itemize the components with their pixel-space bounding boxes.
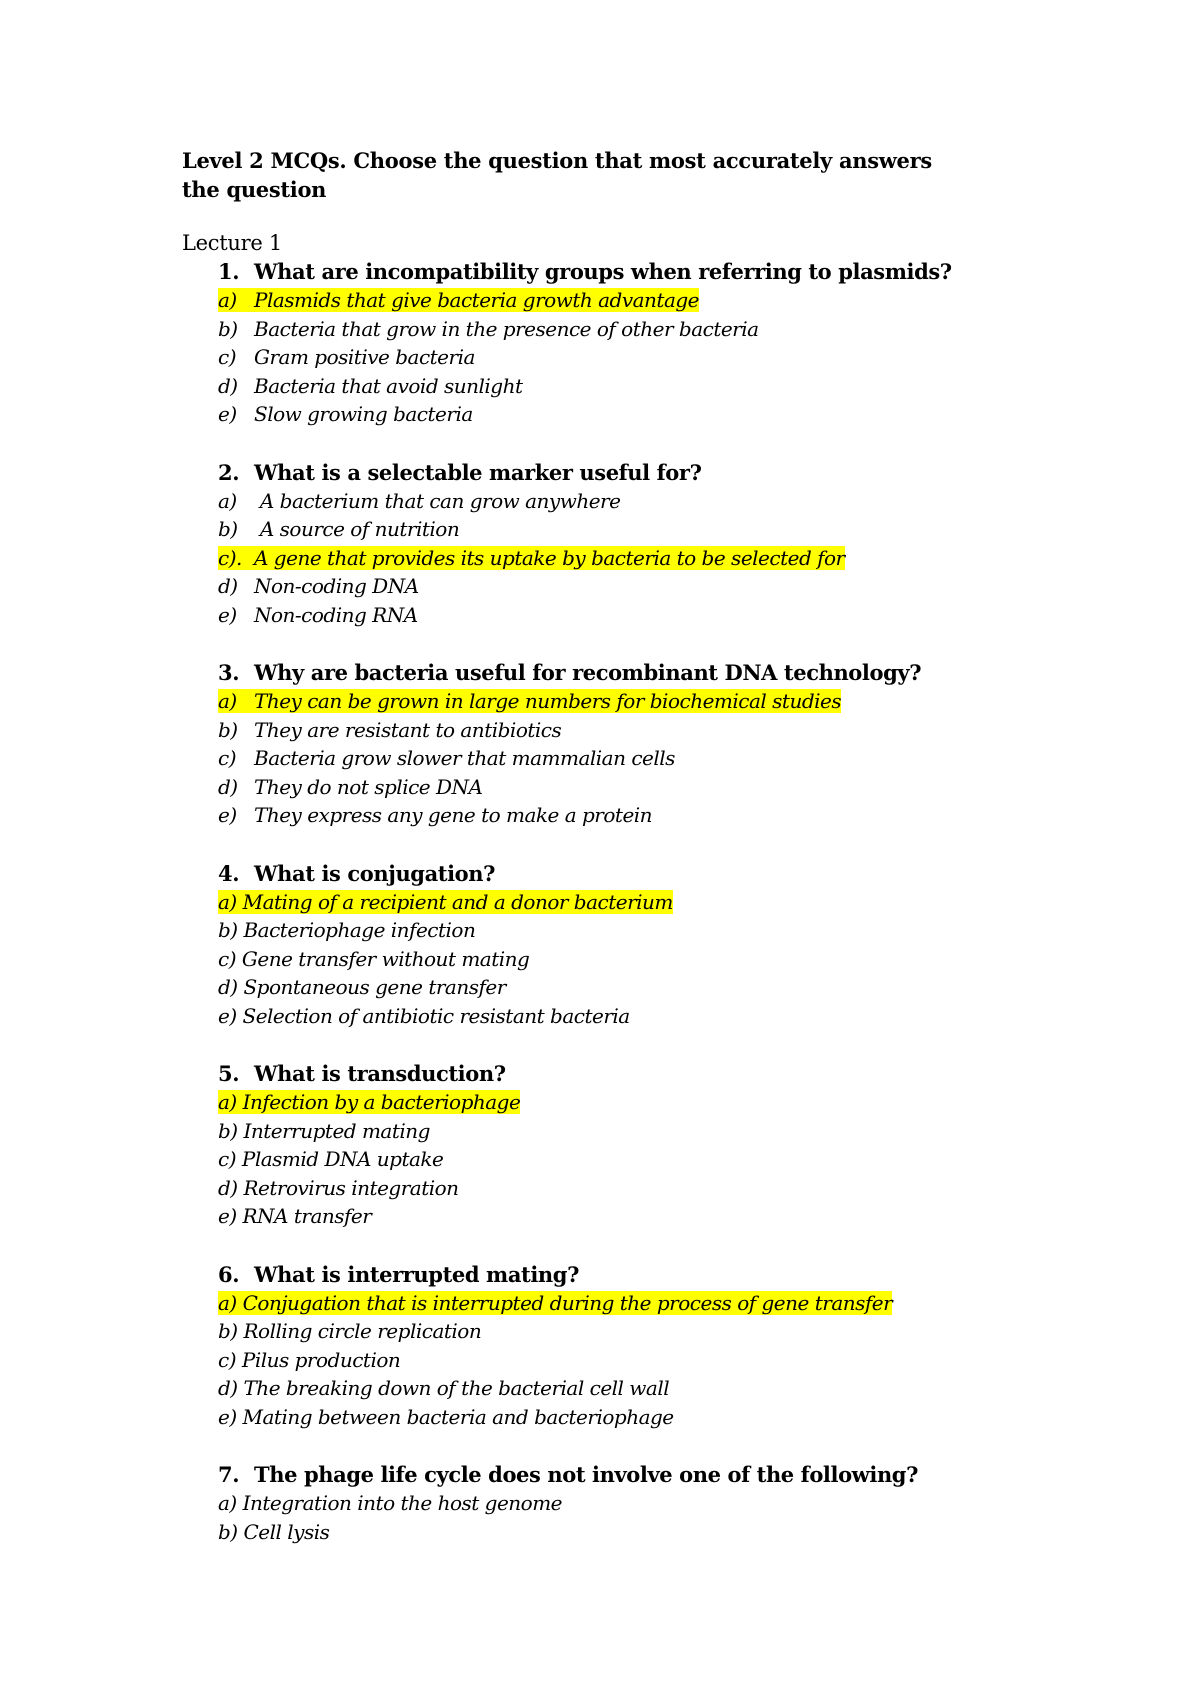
answer-option-content bbox=[218, 746, 675, 770]
answer-option bbox=[218, 1317, 1002, 1346]
answer-option bbox=[218, 1002, 1002, 1031]
question-6 bbox=[182, 1260, 1002, 1432]
option-letter: b) bbox=[218, 1118, 238, 1143]
answer-option bbox=[218, 1145, 1002, 1174]
question-heading bbox=[182, 1460, 1002, 1489]
option-letter: d) bbox=[218, 1175, 238, 1200]
option-text: The breaking down of the bacterial cell wall bbox=[243, 1376, 670, 1400]
option-letter: e) bbox=[218, 602, 237, 627]
option-letter: d) bbox=[218, 373, 238, 398]
answer-option bbox=[218, 1518, 1002, 1547]
question-heading bbox=[182, 658, 1002, 687]
option-letter: a) bbox=[218, 488, 237, 513]
question-number: 5. bbox=[218, 1061, 240, 1086]
option-text: Selection of antibiotic resistant bacteria bbox=[242, 1003, 630, 1028]
option-letter: d) bbox=[218, 975, 238, 999]
option-text: Non-coding DNA bbox=[254, 574, 419, 598]
question-number: 6. bbox=[218, 1261, 240, 1287]
option-text: Gram positive bacteria bbox=[254, 345, 475, 369]
option-letter: c) bbox=[218, 946, 237, 971]
answer-option-content bbox=[218, 317, 759, 341]
option-letter: a) bbox=[218, 288, 237, 312]
option-text: A bacterium that can grow anywhere bbox=[254, 488, 621, 513]
option-letter: e) bbox=[218, 402, 237, 426]
question-text: What is transduction? bbox=[254, 1061, 506, 1086]
question-number: 2. bbox=[218, 459, 240, 485]
question-heading bbox=[182, 458, 1002, 487]
option-letter: b) bbox=[218, 1519, 238, 1544]
question-1 bbox=[182, 257, 1002, 429]
option-letter: b) bbox=[218, 316, 238, 341]
answer-option-highlighted bbox=[218, 1289, 1002, 1318]
option-text: They are resistant to antibiotics bbox=[254, 717, 562, 742]
option-text: Mating between bacteria and bacteriophage bbox=[242, 1404, 674, 1429]
answer-option bbox=[218, 945, 1002, 974]
answer-option-highlighted bbox=[218, 1088, 1002, 1117]
option-text: Gene transfer without mating bbox=[241, 946, 530, 971]
question-heading bbox=[182, 1260, 1002, 1289]
answer-option bbox=[218, 1202, 1002, 1231]
option-letter: b) bbox=[218, 717, 238, 742]
option-letter: b) bbox=[218, 517, 238, 541]
answer-option bbox=[218, 1489, 1002, 1518]
answer-option-content bbox=[218, 1119, 430, 1143]
answer-option-content bbox=[218, 1176, 459, 1200]
answer-option-content bbox=[218, 546, 845, 570]
question-heading bbox=[182, 1059, 1002, 1088]
answer-option-content bbox=[218, 1090, 520, 1114]
option-letter: a) bbox=[218, 889, 237, 914]
answer-option-content bbox=[218, 975, 506, 999]
document-content bbox=[182, 146, 1002, 1546]
option-text: A source of nutrition bbox=[254, 517, 460, 541]
question-text: What is interrupted mating? bbox=[254, 1261, 579, 1287]
option-text: Retrovirus integration bbox=[243, 1175, 459, 1200]
option-letter: a) bbox=[218, 1491, 237, 1515]
answer-option bbox=[218, 572, 1002, 601]
option-letter: c) bbox=[218, 1347, 237, 1372]
answer-option-content bbox=[218, 775, 482, 799]
option-text: Conjugation that is interrupted during the process of gene transfer bbox=[242, 1290, 893, 1315]
option-letter: e) bbox=[218, 1404, 237, 1429]
option-text: Mating of a recipient and a donor bacterium bbox=[242, 889, 673, 914]
answer-option bbox=[218, 400, 1002, 429]
answer-option-content bbox=[218, 345, 475, 369]
answer-option-highlighted bbox=[218, 687, 1002, 716]
answer-option-content bbox=[218, 1204, 371, 1228]
option-letter: a) bbox=[218, 1290, 237, 1315]
option-text: Interrupted mating bbox=[243, 1118, 430, 1143]
answer-option bbox=[218, 601, 1002, 630]
document-title: Level 2 MCQs. Choose the question that most accurately answers the question bbox=[182, 148, 932, 202]
option-letter: c) bbox=[218, 345, 237, 369]
answer-option-highlighted bbox=[218, 888, 1002, 917]
option-text: Plasmid DNA uptake bbox=[241, 1147, 444, 1171]
answer-option-highlighted bbox=[218, 286, 1002, 315]
answer-option bbox=[218, 801, 1002, 830]
option-text: Non-coding RNA bbox=[254, 602, 418, 627]
answer-option-content bbox=[218, 402, 473, 426]
option-text: Pilus production bbox=[241, 1347, 401, 1372]
option-letter: a) bbox=[218, 689, 237, 713]
option-text: They can be grown in large numbers for biochemical studies bbox=[254, 689, 842, 713]
option-text: RNA transfer bbox=[242, 1204, 372, 1228]
option-text: Bacteria that avoid sunlight bbox=[254, 373, 523, 398]
option-letter: d) bbox=[218, 1376, 238, 1400]
answer-option bbox=[218, 973, 1002, 1002]
option-text: Bacteriophage infection bbox=[243, 918, 476, 942]
question-text: Why are bacteria useful for recombinant DNA technology? bbox=[254, 660, 922, 685]
option-text: Bacteria grow slower that mammalian cells bbox=[254, 746, 675, 770]
option-letter: e) bbox=[218, 1003, 237, 1028]
question-text: What is a selectable marker useful for? bbox=[254, 459, 702, 485]
answer-option-content bbox=[218, 1491, 562, 1515]
answer-option-content bbox=[218, 1376, 669, 1400]
option-letter: d) bbox=[218, 774, 238, 799]
answer-option bbox=[218, 372, 1002, 401]
answer-option-content bbox=[218, 1319, 481, 1343]
answer-option-content bbox=[218, 374, 523, 398]
answer-option-content bbox=[218, 517, 459, 541]
answer-option-content bbox=[218, 288, 699, 312]
answer-option-content bbox=[218, 803, 652, 827]
question-heading bbox=[182, 859, 1002, 888]
question-4 bbox=[182, 859, 1002, 1031]
answer-option-content bbox=[218, 947, 529, 971]
option-text: A gene that provides its uptake by bacteria to be selected for bbox=[254, 545, 845, 570]
answer-option bbox=[218, 1374, 1002, 1403]
answer-option-content bbox=[218, 489, 620, 513]
question-3 bbox=[182, 658, 1002, 830]
option-text: They express any gene to make a protein bbox=[254, 803, 653, 827]
option-text: Bacteria that grow in the presence of other bacteria bbox=[254, 316, 759, 341]
option-letter: a) bbox=[218, 1090, 237, 1114]
answer-option-content bbox=[218, 1520, 329, 1544]
answer-option-content bbox=[218, 718, 561, 742]
question-number: 7. bbox=[218, 1462, 240, 1487]
option-text: Rolling circle replication bbox=[243, 1319, 482, 1343]
answer-option-content bbox=[218, 1348, 400, 1372]
answer-option bbox=[218, 1117, 1002, 1146]
answer-option-content bbox=[218, 1147, 443, 1171]
answer-option-content bbox=[218, 574, 419, 598]
answer-option bbox=[218, 916, 1002, 945]
question-text: What are incompatibility groups when referring to plasmids? bbox=[254, 259, 952, 284]
answer-option-content bbox=[218, 603, 418, 627]
option-letter: c) bbox=[218, 1147, 237, 1171]
question-list bbox=[182, 257, 1002, 1546]
question-number: 1. bbox=[218, 259, 240, 284]
question-number: 3. bbox=[218, 660, 240, 685]
answer-option bbox=[218, 315, 1002, 344]
answer-option bbox=[218, 1403, 1002, 1432]
answer-option-content bbox=[218, 918, 475, 942]
option-letter: e) bbox=[218, 803, 237, 827]
option-letter: b) bbox=[218, 918, 238, 942]
answer-option bbox=[218, 773, 1002, 802]
answer-option bbox=[218, 487, 1002, 516]
option-letter: b) bbox=[218, 1319, 238, 1343]
option-text: Plasmids that give bacteria growth advantage bbox=[254, 288, 700, 312]
option-text: Infection by a bacteriophage bbox=[242, 1090, 521, 1114]
answer-option-content bbox=[218, 1004, 630, 1028]
question-text: What is conjugation? bbox=[254, 860, 496, 886]
option-letter: c). bbox=[218, 545, 242, 570]
answer-option-content bbox=[218, 1405, 674, 1429]
option-text: Slow growing bacteria bbox=[254, 402, 473, 426]
option-letter: d) bbox=[218, 574, 238, 598]
option-letter: e) bbox=[218, 1204, 237, 1228]
answer-option-content bbox=[218, 689, 841, 713]
answer-option bbox=[218, 343, 1002, 372]
question-number: 4. bbox=[218, 860, 240, 886]
question-7 bbox=[182, 1460, 1002, 1546]
answer-option bbox=[218, 1174, 1002, 1203]
question-text: The phage life cycle does not involve one of the following? bbox=[254, 1462, 918, 1487]
option-text: They do not splice DNA bbox=[254, 774, 483, 799]
answer-option bbox=[218, 1346, 1002, 1375]
question-2 bbox=[182, 458, 1002, 630]
option-text: Spontaneous gene transfer bbox=[243, 975, 506, 999]
answer-option bbox=[218, 716, 1002, 745]
option-letter: c) bbox=[218, 746, 237, 770]
question-heading bbox=[182, 257, 1002, 286]
option-text: Cell lysis bbox=[243, 1519, 330, 1544]
answer-option-highlighted bbox=[218, 544, 1002, 573]
answer-option-content bbox=[218, 890, 673, 914]
section-label: Lecture 1 bbox=[182, 231, 282, 255]
answer-option bbox=[218, 515, 1002, 544]
answer-option-content bbox=[218, 1291, 892, 1315]
answer-option bbox=[218, 744, 1002, 773]
option-text: Integration into the host genome bbox=[242, 1491, 563, 1515]
question-5 bbox=[182, 1059, 1002, 1231]
